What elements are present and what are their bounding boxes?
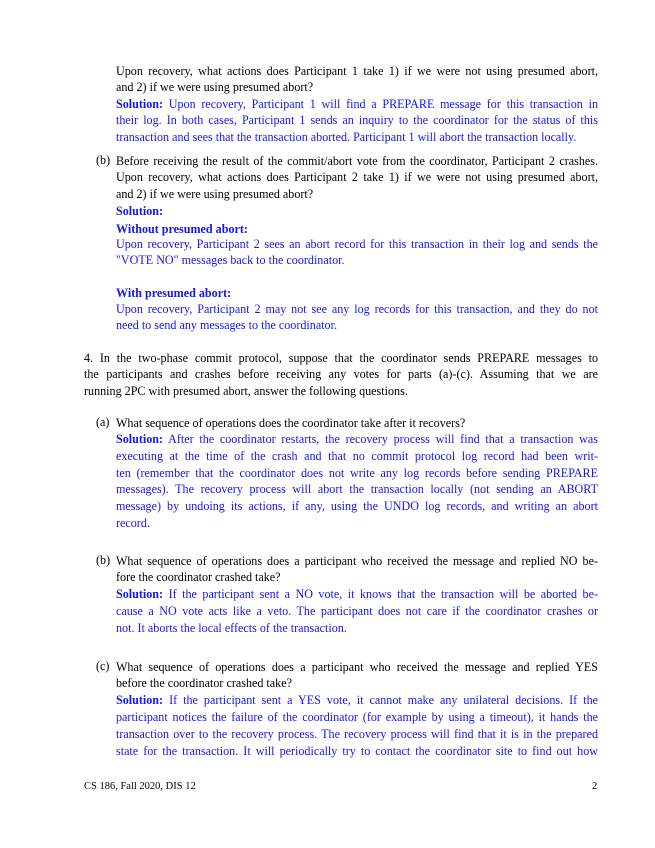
text-line: transaction and sees that the transaction aborted. Participant 1 will abort the transaction locally. xyxy=(116,129,577,144)
b-without-heading: Without presumed abort: xyxy=(116,222,248,236)
text-line: messages). The recovery process will abort the transaction locally (not sending an ABORT xyxy=(116,482,598,497)
text-line: need to send any messages to the coordinator. xyxy=(116,318,337,333)
text-line: Upon recovery, Participant 2 may not see any log records for this transaction, and they do not xyxy=(116,302,598,316)
text-line: running 2PC with presumed abort, answer the following questions. xyxy=(84,383,408,398)
text-line: Upon recovery, what actions does Participant 1 take 1) if we were not using presumed abort, xyxy=(116,64,598,78)
text-line: What sequence of operations does a participant who received the message and replied YES xyxy=(116,660,598,674)
p1-question xyxy=(116,63,598,96)
text-line: If the participant sent a NO vote, it knows that the transaction will be aborted be- xyxy=(168,587,598,601)
b-question xyxy=(116,153,598,202)
text-line: What sequence of operations does the coordinator take after it recovers? xyxy=(116,416,466,430)
text-line: message) by undoing its actions, if any, using the UNDO log records, and writing an abort xyxy=(116,499,598,514)
qc-question xyxy=(116,659,598,692)
item-label-b2: (b) xyxy=(96,553,111,567)
text-line: If the participant sent a YES vote, it cannot make any unilateral decisions. If the xyxy=(169,693,598,707)
text-line: and 2) if we were using presumed abort? xyxy=(116,80,314,95)
text-line: Upon recovery, Participant 1 will find a PREPARE message for this transaction in xyxy=(168,97,598,111)
text-line: state for the transaction. It will periodically try to contact the coordinator site to find out how xyxy=(116,744,598,758)
text-line: Upon recovery, what actions does Participant 2 take 1) if we were not using presumed abort, xyxy=(116,170,598,185)
item-label-c: (c) xyxy=(96,659,110,673)
qb-solution xyxy=(116,586,598,637)
b-without-text xyxy=(116,236,598,269)
text-line: "VOTE NO" messages back to the coordinator. xyxy=(116,253,345,268)
footer-course-info: CS 186, Fall 2020, DIS 12 xyxy=(84,781,196,792)
text-line: After the coordinator restarts, the recovery process will find that a transaction was xyxy=(168,432,598,446)
solution-label: Solution: xyxy=(116,693,164,707)
b-with-heading: With presumed abort: xyxy=(116,286,232,300)
text-line: the participants and crashes before receiving any votes for parts (a)-(c). Assuming that we are xyxy=(84,367,598,382)
text-line: fore the coordinator crashed take? xyxy=(116,570,281,585)
solution-label: Solution: xyxy=(116,432,164,446)
text-line: participant notices the failure of the coordinator (for example by using a timeout), it hands the xyxy=(116,710,598,724)
qb-question xyxy=(116,553,598,586)
footer-page-number: 2 xyxy=(592,781,598,792)
item-label-b: (b) xyxy=(96,153,111,167)
text-line: and 2) if we were using presumed abort? xyxy=(116,186,314,201)
q4-intro xyxy=(84,350,598,399)
text-line: Upon recovery, Participant 2 sees an abort record for this transaction in their log and sends the xyxy=(116,237,598,251)
text-line: cause a NO vote acts like a veto. The participant does not care if the coordinator crashes or xyxy=(116,604,598,618)
p1-solution xyxy=(116,96,598,145)
text-line: record. xyxy=(116,515,150,530)
text-line: Before receiving the result of the commit/abort vote from the coordinator, Participant 2 crashes. xyxy=(116,154,598,168)
qa-solution xyxy=(116,431,598,532)
text-line: before the coordinator crashed take? xyxy=(116,676,292,691)
solution-label: Solution: xyxy=(116,97,164,111)
solution-label: Solution: xyxy=(116,587,164,601)
b-with-text xyxy=(116,301,598,334)
text-line: not. It aborts the local effects of the transaction. xyxy=(116,621,347,635)
text-line: their log. In both cases, Participant 1 sends an inquiry to the coordinator for the status of this xyxy=(116,113,598,128)
b-solution-label: Solution: xyxy=(116,204,164,218)
text-line: ten (remember that the coordinator does not write any log records before sending PREPARE xyxy=(116,465,598,480)
text-line: executing at the time of the crash and that no commit protocol log record had been writ- xyxy=(116,448,598,463)
item-label-a: (a) xyxy=(96,415,110,429)
qc-solution xyxy=(116,692,598,760)
text-line: 4. In the two-phase commit protocol, suppose that the coordinator sends PREPARE messages to xyxy=(84,351,598,365)
text-line: What sequence of operations does a participant who received the message and replied NO be- xyxy=(116,554,598,568)
text-line: transaction over to the recovery process. The recovery process will find that it is in the prepared xyxy=(116,727,598,741)
qa-question xyxy=(116,415,598,431)
